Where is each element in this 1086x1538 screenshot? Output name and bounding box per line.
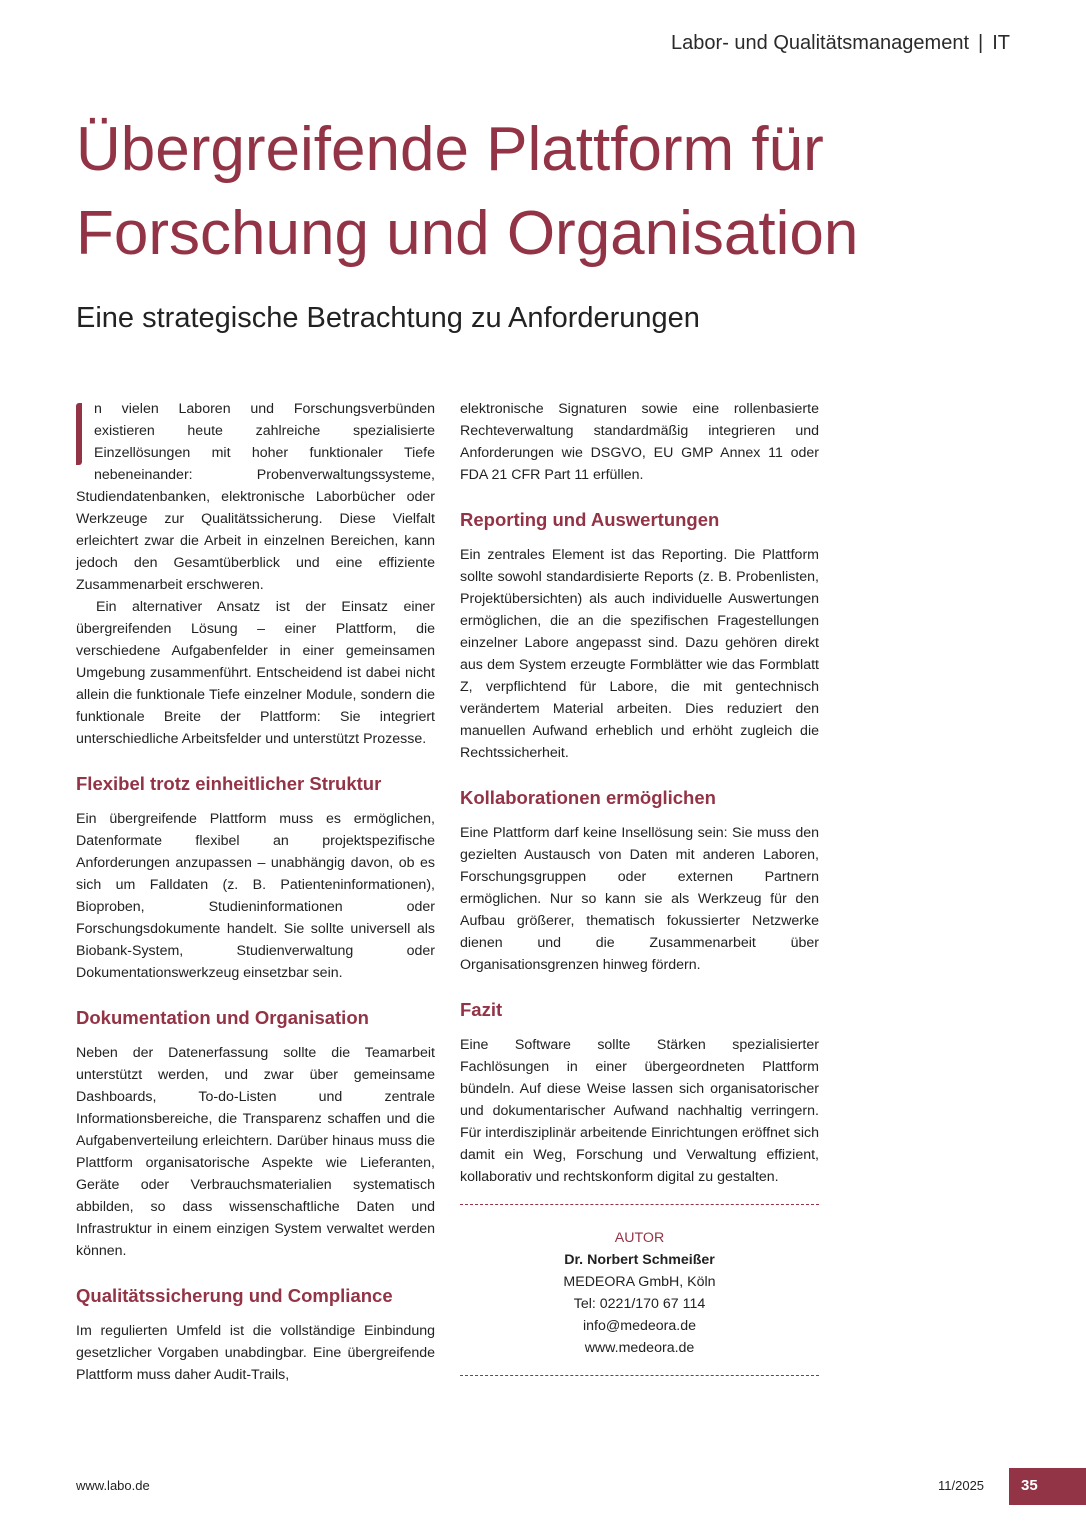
- title-line-2: Forschung und Organisation: [76, 199, 859, 268]
- section-text-fazit: Eine Software sollte Stärken spezialisierter Fachlösungen in einer übergeordneten Plattform bündeln. Auf diese Weise lassen sich organisatorischer und dokumentarischer Aufwand nachhaltig verringern. Für interdisziplinär arbeitende Einrichtungen eröffnet sich damit ein Weg, Forschung und Verwaltung effizient, kollaborativ und rechtskonform digital zu gestalten.: [460, 1037, 819, 1185]
- author-phone: Tel: 0221/170 67 114: [573, 1296, 706, 1312]
- author-website[interactable]: www.medeora.de: [584, 1340, 695, 1356]
- section-text-flexibel: Ein übergreifende Plattform muss es ermöglichen, Datenformate flexibel an projektspezifische Anforderungen anzupassen – unabhängig davon, ob es sich um Falldaten (z. B. Patienteninformationen), Bioproben, Studieninformationen oder Forschungsdokumente handelt. Sie sollte universell als Biobank-System, Studienverwaltung oder Dokumentationswerkzeug einsetzbar sein.: [76, 811, 435, 981]
- footer-url[interactable]: www.labo.de: [76, 1478, 150, 1493]
- article-title: [76, 108, 1066, 276]
- author-divider-top: [460, 1204, 819, 1205]
- page-number: 35: [1009, 1468, 1086, 1505]
- footer-issue: 11/2025: [938, 1478, 985, 1493]
- section-heading-flexibel: Flexibel trotz einheitlicher Struktur: [76, 773, 382, 794]
- section-text-reporting: Ein zentrales Element ist das Reporting. Die Plattform sollte sowohl standardisierte Reports (z. B. Probenlisten, Projektübersichten) als auch individuelle Auswertungen ermöglichen, die an die spezifischen Fragestellungen einzelner Labore angepasst sind. Dazu gehören direkt aus dem System erzeugte Formblätter wie das Formblatt Z, verpflichtend für Labore, die mit gentechnisch verändertem Material arbeiten. Dies reduziert den manuellen Aufwand erheblich und erhöht zugleich die Rechtssicherheit.: [460, 547, 819, 761]
- title-line-1: Übergreifende Plattform für: [76, 115, 824, 184]
- section-name: Labor- und Qualitätsmanagement: [671, 32, 970, 54]
- author-company: MEDEORA GmbH, Köln: [563, 1274, 716, 1290]
- author-label: AUTOR: [614, 1230, 665, 1246]
- column-left: [76, 398, 435, 1386]
- section-text-qualitaet-continued: elektronische Signaturen sowie eine rollenbasierte Rechteverwaltung standardmäßig integrieren und Anforderungen wie DSGVO, EU GMP Annex 11 oder FDA 21 CFR Part 11 erfüllen.: [460, 401, 819, 483]
- article-subtitle: Eine strategische Betrachtung zu Anforderungen: [76, 302, 700, 334]
- section-text-dokumentation: Neben der Datenerfassung sollte die Teamarbeit unterstützt werden, und zwar über gemeinsame Dashboards, To-do-Listen und zentrale Informationsbereiche, die Transparenz schaffen und die Aufgabenverteilung erleichtern. Darüber hinaus muss die Plattform organisatorische Aspekte wie Lieferanten, Geräte oder Verbrauchsmaterialien systematisch abbilden, so dass wissenschaftliche Daten und Infrastruktur in einem einzigen System verwaltet werden können.: [76, 1045, 435, 1259]
- author-divider-bottom: [460, 1375, 819, 1376]
- author-name: Dr. Norbert Schmeißer: [564, 1252, 715, 1268]
- header-separator: |: [978, 32, 984, 54]
- section-heading-qualitaet: Qualitätssicherung und Compliance: [76, 1285, 393, 1306]
- section-heading-fazit: Fazit: [460, 999, 503, 1020]
- section-category: IT: [992, 32, 1010, 54]
- dropcap-bar: [76, 403, 82, 465]
- section-heading-dokumentation: Dokumentation und Organisation: [76, 1007, 369, 1028]
- intro-paragraph-1: [76, 398, 435, 596]
- section-header: [671, 32, 1010, 55]
- author-email[interactable]: info@medeora.de: [583, 1318, 696, 1334]
- column-right: [460, 398, 819, 1376]
- section-heading-reporting: Reporting und Auswertungen: [460, 509, 720, 530]
- section-text-qualitaet: Im regulierten Umfeld ist die vollständige Einbindung gesetzlicher Vorgaben unabdingbar. Eine übergreifende Plattform muss daher Audit-Trails,: [76, 1323, 435, 1383]
- section-text-kollaborationen: Eine Plattform darf keine Insellösung sein: Sie muss den gezielten Austausch von Daten mit anderen Laboren, Forschungsgruppen oder externen Partnern ermöglichen. Nur so kann sie als Werkzeug für den Aufbau größerer, thematisch fokussierter Netzwerke dienen und die Zusammenarbeit über Organisationsgrenzen hinweg fördern.: [460, 825, 819, 973]
- intro-text-1: n vielen Laboren und Forschungsverbünden existieren heute zahlreiche spezialisierte Einzellösungen mit hoher funktionaler Tiefe nebeneinander: Probenverwaltungssysteme, Studiendatenbanken, elektronische Laborbücher oder Werkzeuge zur Qualitätssicherung. Diese Vielfalt erleichtert zwar die Arbeit in einzelnen Bereichen, kann jedoch den Gesamtüberblick und eine effiziente Zusammenarbeit erschweren.: [76, 401, 435, 593]
- intro-paragraph-2: Ein alternativer Ansatz ist der Einsatz einer übergreifenden Lösung – einer Plattform, die verschiedene Aufgabenfelder in einer gemeinsamen Umgebung zusammenführt. Entscheidend ist dabei nicht allein die funktionale Tiefe einzelner Module, sondern die funktionale Breite der Plattform: Sie integriert unterschiedliche Arbeitsfelder und unterstützt Prozesse.: [76, 599, 435, 747]
- author-box: [460, 1227, 819, 1359]
- section-heading-kollaborationen: Kollaborationen ermöglichen: [460, 787, 716, 808]
